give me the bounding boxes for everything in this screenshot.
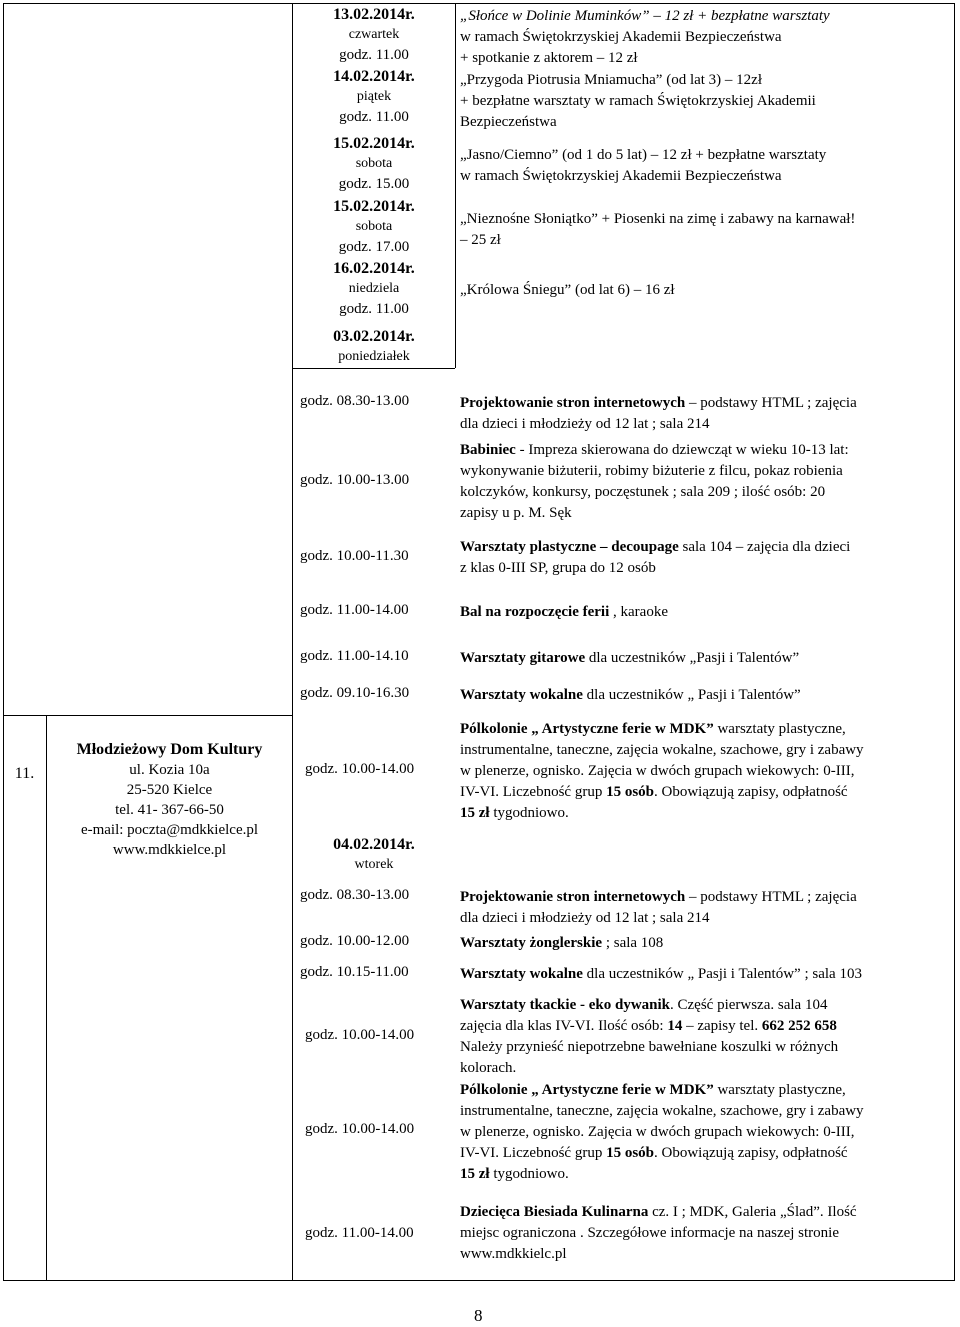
event-wokalne-1 <box>460 685 947 706</box>
event-line: „Przygoda Piotrusia Mniamucha” (od lat 3) – 12zł <box>460 72 763 88</box>
time-8: godz. 08.30-13.00 <box>300 887 410 903</box>
event-line <box>460 719 947 740</box>
event-text: tygodniowo. <box>489 1166 569 1182</box>
event-text: tygodniowo. <box>489 805 569 821</box>
event-count: 14 <box>667 1018 683 1034</box>
time-7: godz. 10.00-14.00 <box>305 761 415 777</box>
event-line: instrumentalne, taneczne, zajęcia wokalne, szachowe, gry i zabawy <box>460 1103 864 1119</box>
date: 03.02.2014r. <box>333 328 415 345</box>
weekday: sobota <box>355 156 393 171</box>
event-text: – podstawy HTML ; zajęcia <box>685 395 857 411</box>
weekday: piątek <box>356 89 392 104</box>
event-bal <box>460 602 947 623</box>
event-tkackie <box>460 995 947 1079</box>
event-line: www.mdkkielc.pl <box>460 1246 567 1262</box>
institution-name: Młodzieżowy Dom Kultury <box>76 741 263 758</box>
event-muminki <box>460 6 947 69</box>
time-12: godz. 10.00-14.00 <box>305 1121 415 1137</box>
event-text: dla uczestników „ Pasji i Talentów” ; sala 103 <box>582 966 862 982</box>
weekday: wtorek <box>354 857 394 872</box>
event-text: – podstawy HTML ; zajęcia <box>685 889 857 905</box>
date-block-6 <box>293 327 455 367</box>
event-text: . Obowiązują zapisy, odpłatność <box>654 1145 848 1161</box>
event-price: 15 zł <box>460 1166 490 1182</box>
event-line: instrumentalne, taneczne, zajęcia wokalne, szachowe, gry i zabawy <box>460 742 864 758</box>
time: godz. 15.00 <box>338 176 410 192</box>
col-divider-date-top <box>455 3 456 368</box>
event-title: Projektowanie stron internetowych <box>460 889 686 905</box>
date-block-3 <box>293 134 455 194</box>
event-line <box>460 393 947 414</box>
event-line: – 25 zł <box>460 232 501 248</box>
event-line <box>460 782 947 803</box>
event-line <box>460 537 947 558</box>
time-4: godz. 11.00-14.00 <box>300 602 409 618</box>
event-line: „Królowa Śniegu” (od lat 6) – 16 zł <box>460 282 675 298</box>
row-divider-11 <box>3 715 292 716</box>
event-title: Warsztaty żonglerskie <box>460 935 603 951</box>
event-decoupage <box>460 537 947 579</box>
time-10: godz. 10.15-11.00 <box>300 964 409 980</box>
date-block-1 <box>293 5 455 65</box>
row-number: 11. <box>14 765 35 782</box>
event-line: „Jasno/Ciemno” (od 1 do 5 lat) – 12 zł + bezpłatne warsztaty <box>460 147 827 163</box>
time: godz. 11.00 <box>339 301 409 317</box>
event-line <box>460 887 947 908</box>
event-line <box>460 1080 947 1101</box>
event-line: w plenerze, ognisko. Zajęcia w dwóch grupach wiekowych: 0-III, <box>460 1124 855 1140</box>
event-biesiada <box>460 1202 947 1265</box>
page-number: 8 <box>474 1306 483 1325</box>
institution-phone: tel. 41- 367-66-50 <box>115 802 224 818</box>
time: godz. 17.00 <box>338 239 410 255</box>
institution-address: ul. Kozia 10a <box>129 762 210 778</box>
date-block-7 <box>293 835 455 875</box>
event-title: Pólkolonie „ Artystyczne ferie w MDK” <box>460 721 714 737</box>
col-divider-institution <box>292 3 293 1281</box>
event-jasno-ciemno <box>460 145 947 187</box>
date-block-5 <box>293 259 455 319</box>
weekday: poniedziałek <box>338 349 410 364</box>
institution-postcode: 25-520 Kielce <box>126 782 213 798</box>
event-line: zapisy u p. M. Sęk <box>460 505 572 521</box>
event-text: dla uczestników „ Pasji i Talentów” <box>582 687 801 703</box>
weekday: sobota <box>355 219 393 234</box>
weekday: niedziela <box>348 281 400 296</box>
event-line: w plenerze, ognisko. Zajęcia w dwóch grupach wiekowych: 0-III, <box>460 763 855 779</box>
event-price: 15 zł <box>460 805 490 821</box>
event-title: Babiniec <box>460 442 516 458</box>
event-line <box>460 1143 947 1164</box>
event-wokalne-2 <box>460 964 947 985</box>
event-line <box>460 1164 947 1185</box>
event-group-size: 15 osób <box>606 1145 655 1161</box>
event-phone: 662 252 658 <box>761 1018 837 1034</box>
event-line: dla dzieci i młodzieży od 12 lat ; sala 214 <box>460 910 710 926</box>
date: 04.02.2014r. <box>333 836 415 853</box>
event-text: - Impreza skierowana do dziewcząt w wieku 10-13 lat: <box>515 442 849 458</box>
event-title: Warsztaty gitarowe <box>460 650 586 666</box>
event-group-size: 15 osób <box>606 784 655 800</box>
event-title: Dziecięca Biesiada Kulinarna <box>460 1204 649 1220</box>
row-divider-top <box>292 368 455 369</box>
event-title: Warsztaty wokalne <box>460 966 583 982</box>
event-line: + spotkanie z aktorem – 12 zł <box>460 50 638 66</box>
event-polkolonie-2 <box>460 1080 947 1185</box>
event-text: cz. I ; MDK, Galeria „Ślad”. Ilość <box>648 1204 857 1220</box>
date-block-4 <box>293 197 455 257</box>
event-title: Warsztaty wokalne <box>460 687 583 703</box>
event-polkolonie-1 <box>460 719 947 824</box>
date: 15.02.2014r. <box>333 135 415 152</box>
event-text: zajęcia dla klas IV-VI. Ilość osób: <box>460 1018 668 1034</box>
time-1: godz. 08.30-13.00 <box>300 393 410 409</box>
event-title: Warsztaty plastyczne – decoupage <box>460 539 679 555</box>
event-line: Należy przynieść niepotrzebne bawełniane koszulki w różnych <box>460 1039 839 1055</box>
event-line: Bezpieczeństwa <box>460 114 557 130</box>
event-title: Bal na rozpoczęcie ferii <box>460 604 610 620</box>
time-11: godz. 10.00-14.00 <box>305 1027 415 1043</box>
event-line <box>460 995 947 1016</box>
event-line: „Nieznośne Słoniątko” + Piosenki na zimę i zabawy na karnawał! <box>460 211 856 227</box>
event-title: Pólkolonie „ Artystyczne ferie w MDK” <box>460 1082 714 1098</box>
time-9: godz. 10.00-12.00 <box>300 933 410 949</box>
event-krolowa-sniegu <box>460 280 947 301</box>
institution-website[interactable]: www.mdkkielce.pl <box>112 842 227 858</box>
event-line: w ramach Świętokrzyskiej Akademii Bezpieczeństwa <box>460 168 782 184</box>
event-line <box>460 1202 947 1223</box>
event-line <box>460 803 947 824</box>
event-web-design-2 <box>460 887 947 929</box>
event-gitarowe <box>460 648 947 669</box>
event-piotrus <box>460 70 947 133</box>
date: 15.02.2014r. <box>333 198 415 215</box>
event-line: w ramach Świętokrzyskiej Akademii Bezpieczeństwa <box>460 29 782 45</box>
event-text: . Część pierwsza. sala 104 <box>670 997 828 1013</box>
event-line: „Słońce w Dolinie Muminków” – 12 zł + bezpłatne warsztaty <box>460 8 830 24</box>
time-2: godz. 10.00-13.00 <box>300 472 410 488</box>
event-text: warsztaty plastyczne, <box>713 721 846 737</box>
institution-info <box>47 740 292 860</box>
event-line: kolorach. <box>460 1060 517 1076</box>
event-line <box>460 440 947 461</box>
event-slonitko <box>460 209 947 251</box>
event-title: Warsztaty tkackie - eko dywanik <box>460 997 670 1013</box>
event-title: Projektowanie stron internetowych <box>460 395 686 411</box>
time-3: godz. 10.00-11.30 <box>300 548 409 564</box>
time-6: godz. 09.10-16.30 <box>300 685 410 701</box>
event-zonglerskie <box>460 933 947 954</box>
event-text: – zapisy tel. <box>682 1018 762 1034</box>
event-line <box>460 1016 947 1037</box>
event-text: warsztaty plastyczne, <box>713 1082 846 1098</box>
event-text: IV-VI. Liczebność grup <box>460 1145 607 1161</box>
event-text: IV-VI. Liczebność grup <box>460 784 607 800</box>
event-line: z klas 0-III SP, grupa do 12 osób <box>460 560 656 576</box>
time-5: godz. 11.00-14.10 <box>300 648 409 664</box>
event-line: wykonywanie biżuterii, robimy biżuterie z filcu, pokaz robienia <box>460 463 843 479</box>
event-text: sala 104 – zajęcia dla dzieci <box>678 539 851 555</box>
time-13: godz. 11.00-14.00 <box>305 1225 414 1241</box>
event-text: , karaoke <box>609 604 668 620</box>
event-line: miejsc ograniczona . Szczegółowe informacje na naszej stronie <box>460 1225 840 1241</box>
event-text: dla uczestników „Pasji i Talentów” <box>585 650 800 666</box>
event-line: + bezpłatne warsztaty w ramach Świętokrzyskiej Akademii <box>460 93 816 109</box>
time: godz. 11.00 <box>339 47 409 63</box>
event-line: dla dzieci i młodzieży od 12 lat ; sala 214 <box>460 416 710 432</box>
date: 13.02.2014r. <box>333 6 415 23</box>
event-text: ; sala 108 <box>602 935 664 951</box>
date: 14.02.2014r. <box>333 68 415 85</box>
event-line: kolczyków, konkursy, poczęstunek ; sala 209 ; ilość osób: 20 <box>460 484 826 500</box>
event-text: . Obowiązują zapisy, odpłatność <box>654 784 848 800</box>
event-web-design-1 <box>460 393 947 435</box>
time: godz. 11.00 <box>339 109 409 125</box>
event-babiniec <box>460 440 947 524</box>
date: 16.02.2014r. <box>333 260 415 277</box>
date-block-2 <box>293 67 455 127</box>
institution-email[interactable]: e-mail: poczta@mdkkielce.pl <box>80 822 259 838</box>
weekday: czwartek <box>348 27 400 42</box>
